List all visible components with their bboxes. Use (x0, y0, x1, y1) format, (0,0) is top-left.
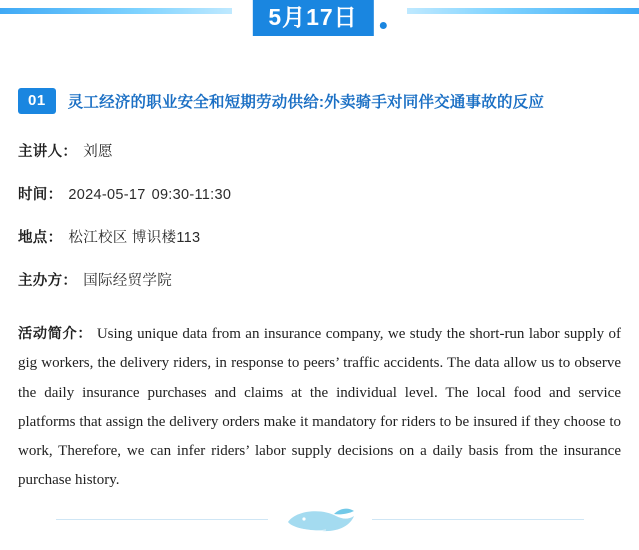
meta-value-location: 松江校区 博识楼113 (68, 230, 201, 246)
meta-label-speaker: 主讲人： (18, 144, 78, 160)
meta-label-location: 地点： (18, 230, 63, 246)
header-rule-left (0, 8, 232, 14)
meta-value-time-date: 2024-05-17 (68, 187, 146, 203)
abstract-text: Using unique data from an insurance company, we study the short-run labor supply of gig workers, the delivery riders, in response to peers’ traffic accidents. The data allow us to observe the daily insurance purchases and claims at the individual level. The local food and service platforms that assign the delivery orders make it mandatory for riders to be insured if they choose to work, Therefore, we can infer riders’ labor supply decisions on a daily basis from the insurance purchase history. (18, 326, 621, 489)
session-meta-list (18, 140, 639, 290)
meta-label-time: 时间： (18, 187, 63, 203)
abstract-block (18, 320, 621, 496)
meta-row-organizer (18, 269, 639, 290)
session-number-badge: 01 (18, 88, 56, 114)
meta-value-speaker: 刘愿 (83, 144, 113, 160)
page-footer (0, 502, 639, 536)
header-rule-right (407, 8, 639, 14)
session-title-row (18, 88, 639, 114)
meta-value-organizer: 国际经贸学院 (83, 273, 173, 289)
meta-label-organizer: 主办方： (18, 273, 78, 289)
meta-row-location (18, 226, 639, 247)
footer-rule-left (56, 519, 268, 520)
page-title: 灵工经济的职业安全和短期劳动供给:外卖骑手对同伴交通事故的反应 (67, 94, 545, 111)
page-header (0, 0, 639, 62)
meta-value-time-range: 09:30-11:30 (151, 187, 232, 203)
meta-row-time (18, 183, 639, 204)
date-dot-icon (380, 22, 387, 29)
date-label: 5月17日 (252, 0, 373, 36)
footer-rule-right (372, 519, 584, 520)
whale-icon (282, 502, 358, 536)
abstract-label: 活动简介： (18, 326, 93, 342)
date-badge (252, 0, 386, 36)
meta-row-speaker (18, 140, 639, 161)
